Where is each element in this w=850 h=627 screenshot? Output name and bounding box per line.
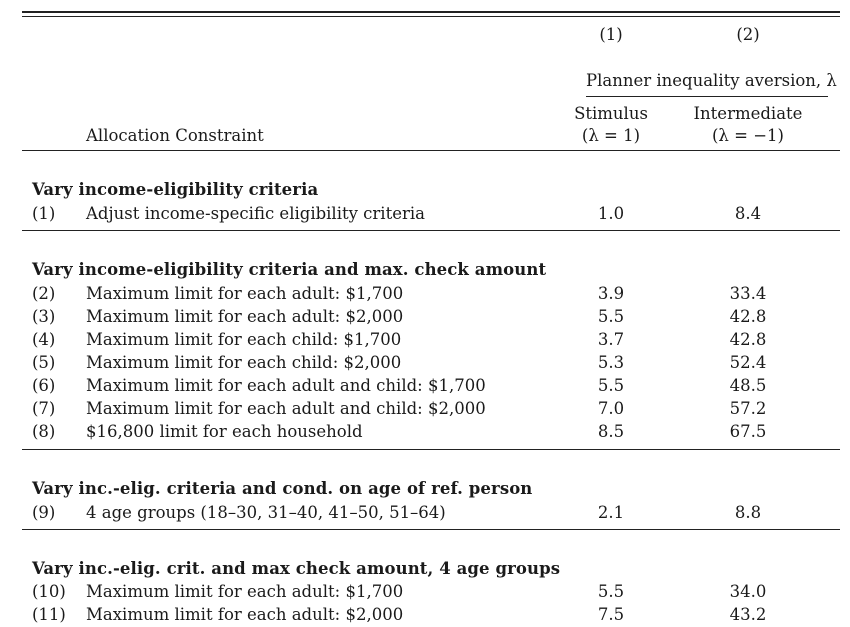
intermediate-value: 33.4 (729, 284, 767, 303)
row-label: Maximum limit for each adult: $2,000 (86, 605, 404, 624)
row-header: Allocation Constraint (86, 126, 264, 145)
group-header: Planner inequality aversion, λ (586, 71, 837, 90)
stimulus-value: 5.5 (597, 376, 625, 395)
stimulus-value: 2.1 (597, 503, 625, 522)
row-number: (8) (32, 422, 56, 441)
row-number: (3) (32, 307, 56, 326)
row-label: Maximum limit for each child: $1,700 (86, 330, 402, 349)
row-label: Adjust income-specific eligibility criteria (86, 204, 425, 223)
row-label: 4 age groups (18–30, 31–40, 41–50, 51–64) (86, 503, 446, 522)
stimulus-value: 5.5 (597, 582, 625, 601)
top-rule-thick (22, 11, 840, 13)
stimulus-value: 5.3 (597, 353, 625, 372)
row-label: $16,800 limit for each household (86, 422, 363, 441)
col2-name: Intermediate (693, 104, 803, 123)
intermediate-value: 8.8 (734, 503, 762, 522)
intermediate-value: 43.2 (729, 605, 767, 624)
stimulus-value: 8.5 (597, 422, 625, 441)
intermediate-value: 8.4 (734, 204, 762, 223)
stimulus-value: 7.5 (597, 605, 625, 624)
row-number: (4) (32, 330, 56, 349)
top-rule-thin (22, 16, 840, 17)
row-number: (11) (32, 605, 66, 624)
row-number: (2) (32, 284, 56, 303)
row-number: (9) (32, 503, 56, 522)
intermediate-value: 48.5 (729, 376, 767, 395)
section-rule (22, 529, 840, 530)
stimulus-value: 3.7 (597, 330, 625, 349)
row-label: Maximum limit for each adult and child: $2,000 (86, 399, 486, 418)
section-rule (22, 230, 840, 231)
col2-lambda: (λ = −1) (712, 126, 784, 145)
row-number: (10) (32, 582, 66, 601)
stimulus-value: 1.0 (597, 204, 625, 223)
intermediate-value: 67.5 (729, 422, 767, 441)
intermediate-value: 57.2 (729, 399, 767, 418)
intermediate-value: 34.0 (729, 582, 767, 601)
col1-lambda: (λ = 1) (581, 126, 641, 145)
section-rule (22, 449, 840, 450)
row-label: Maximum limit for each adult: $1,700 (86, 284, 404, 303)
intermediate-value: 42.8 (729, 307, 767, 326)
row-number: (5) (32, 353, 56, 372)
section-title: Vary income-eligibility criteria and max. check amount (32, 260, 547, 279)
section-title: Vary inc.-elig. crit. and max check amount, 4 age groups (32, 559, 561, 578)
row-label: Maximum limit for each adult: $2,000 (86, 307, 404, 326)
col1-name: Stimulus (574, 104, 648, 123)
group-header-rule (586, 96, 828, 97)
header-rule (22, 150, 840, 151)
col2-number: (2) (736, 25, 760, 44)
row-label: Maximum limit for each child: $2,000 (86, 353, 402, 372)
section-title: Vary inc.-elig. criteria and cond. on age of ref. person (32, 479, 533, 498)
stimulus-value: 5.5 (597, 307, 625, 326)
section-title: Vary income-eligibility criteria (32, 180, 319, 199)
row-number: (6) (32, 376, 56, 395)
stimulus-value: 7.0 (597, 399, 625, 418)
row-number: (7) (32, 399, 56, 418)
col1-number: (1) (599, 25, 623, 44)
intermediate-value: 52.4 (729, 353, 767, 372)
row-number: (1) (32, 204, 56, 223)
row-label: Maximum limit for each adult: $1,700 (86, 582, 404, 601)
row-label: Maximum limit for each adult and child: $1,700 (86, 376, 486, 395)
intermediate-value: 42.8 (729, 330, 767, 349)
stimulus-value: 3.9 (597, 284, 625, 303)
